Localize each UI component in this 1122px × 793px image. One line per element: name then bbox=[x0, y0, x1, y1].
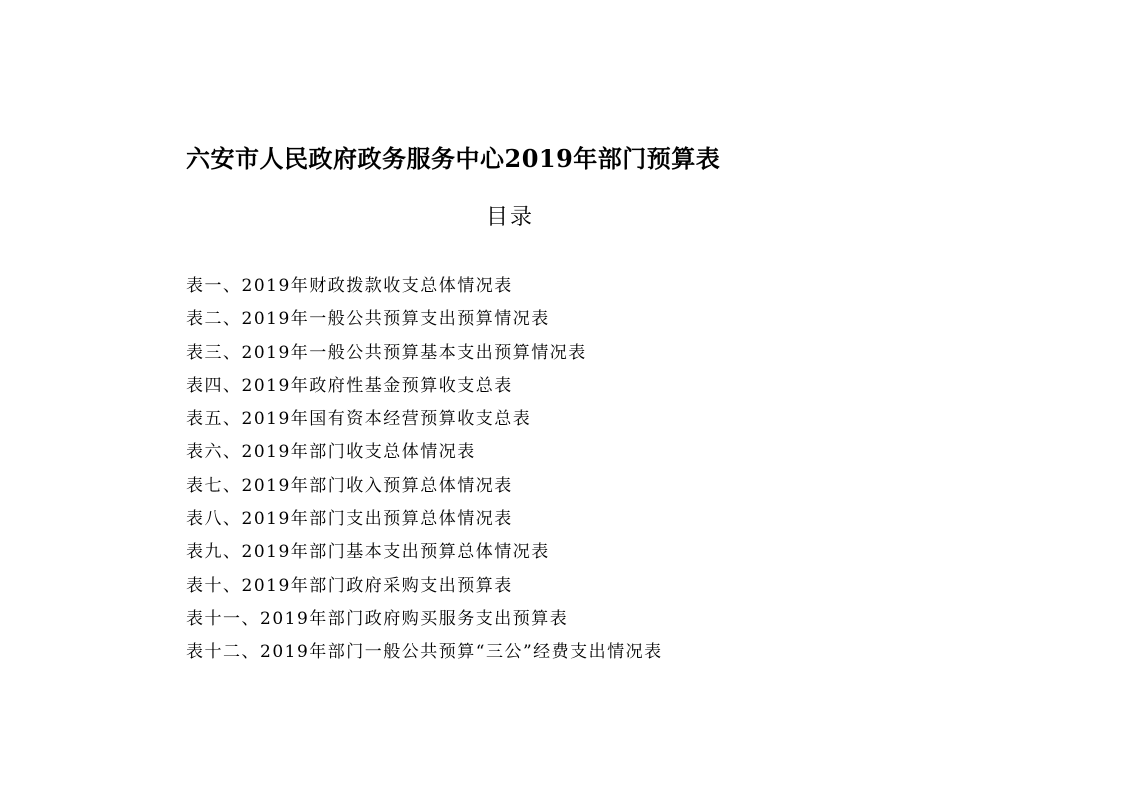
toc-item-10: 表十、2019年部门政府采购支出预算表 bbox=[186, 575, 513, 596]
toc-item-8: 表八、2019年部门支出预算总体情况表 bbox=[186, 509, 513, 530]
toc-item-11: 表十一、2019年部门政府购买服务支出预算表 bbox=[186, 608, 569, 629]
toc-item-4: 表四、2019年政府性基金预算收支总表 bbox=[186, 375, 513, 396]
toc-heading: 目录 bbox=[485, 205, 534, 230]
toc-item-7: 表七、2019年部门收入预算总体情况表 bbox=[186, 475, 513, 496]
toc-item-3: 表三、2019年一般公共预算基本支出预算情况表 bbox=[186, 342, 587, 363]
toc-item-5: 表五、2019年国有资本经营预算收支总表 bbox=[186, 409, 532, 430]
toc-item-6: 表六、2019年部门收支总体情况表 bbox=[186, 442, 476, 463]
toc-item-1: 表一、2019年财政拨款收支总体情况表 bbox=[186, 276, 513, 296]
document-title: 六安市人民政府政务服务中心2019年部门预算表 bbox=[186, 144, 721, 173]
toc-item-2: 表二、2019年一般公共预算支出预算情况表 bbox=[186, 309, 550, 330]
toc-item-9: 表九、2019年部门基本支出预算总体情况表 bbox=[186, 542, 550, 563]
table-of-contents bbox=[186, 270, 663, 670]
toc-item-12: 表十二、2019年部门一般公共预算“三公”经费支出情况表 bbox=[186, 642, 663, 663]
